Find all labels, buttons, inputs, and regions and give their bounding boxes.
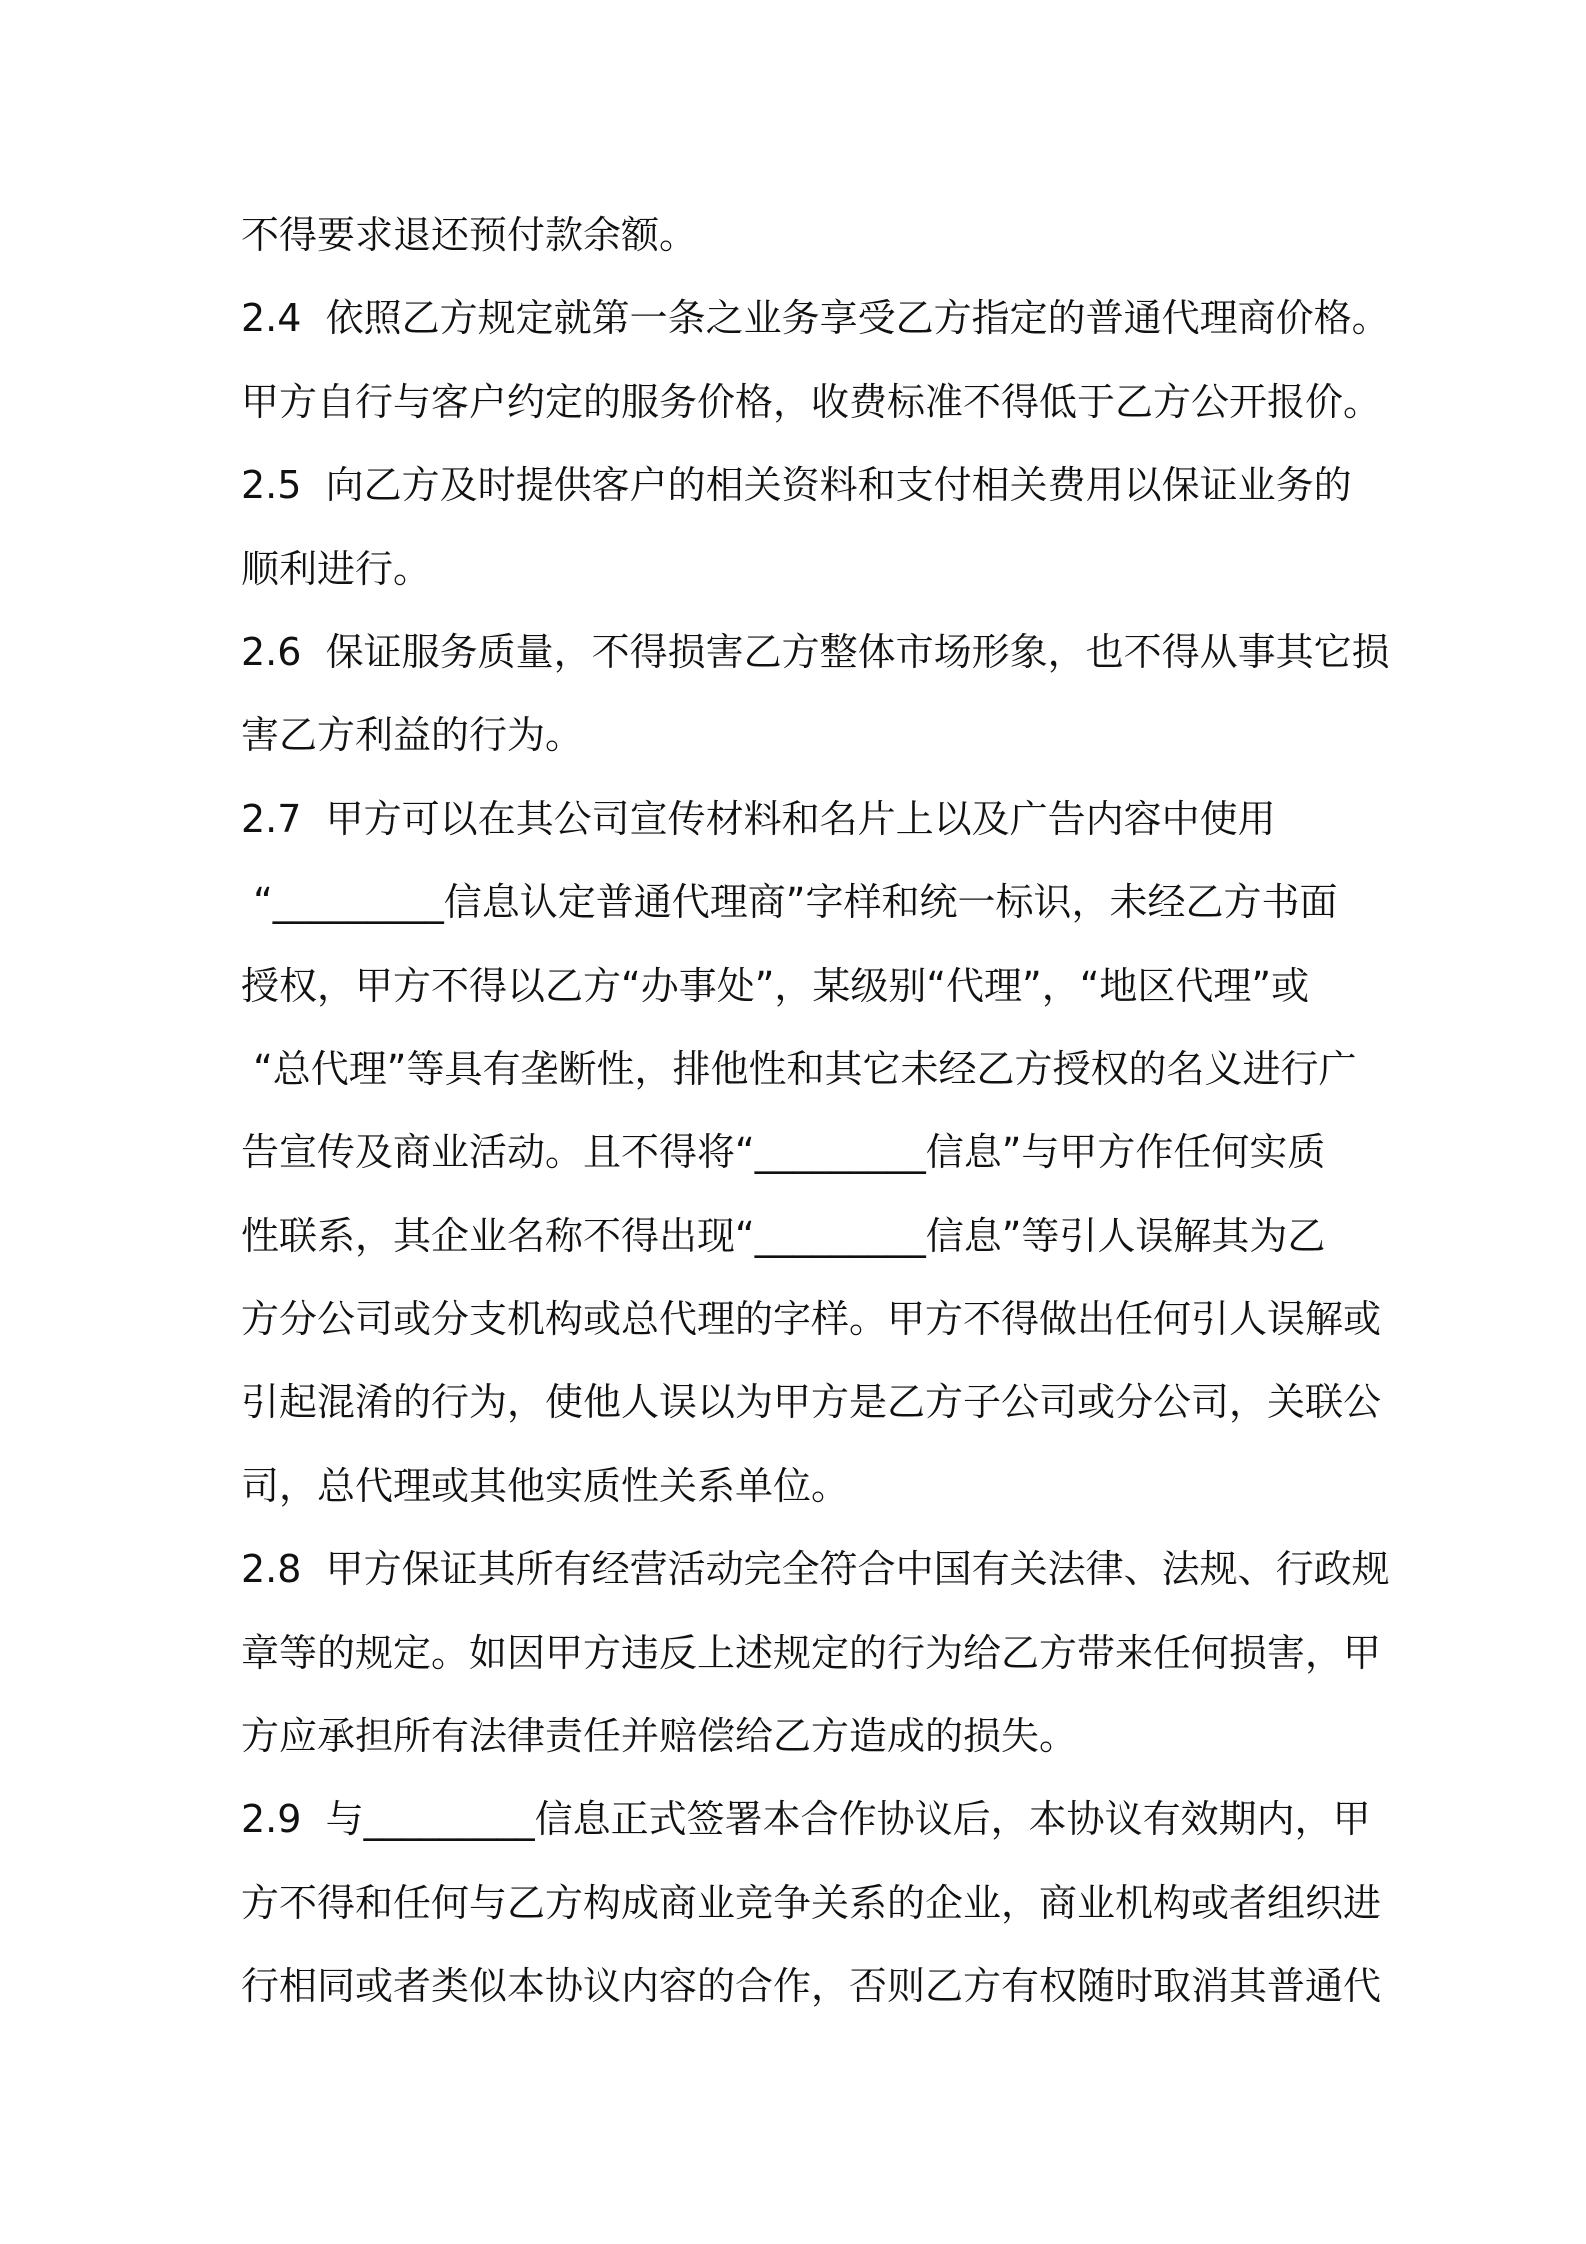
text-line: 顺利进行。 [241, 546, 432, 591]
text-line: 方应承担所有法律责任并赔偿给乙方造成的损失。 [241, 1714, 1078, 1759]
text-line: 甲方自行与客户约定的服务价格，收费标准不得低于乙方公开报价。 [241, 379, 1382, 424]
document-body [241, 194, 1390, 2029]
text-line: 不得要求退还预付款余额。 [241, 213, 698, 257]
text-line: 2.9 与_________信息正式签署本合作协议后，本协议有效期内，甲 [241, 1797, 1371, 1842]
text-line: 授权，甲方不得以乙方“办事处”，某级别“代理”，“地区代理”或 [241, 963, 1310, 1008]
text-line: 2.8 甲方保证其所有经营活动完全符合中国有关法律、法规、行政规 [241, 1547, 1390, 1592]
text-line: 性联系，其企业名称不得出现“_________信息”等引人误解其为乙 [241, 1213, 1326, 1258]
text-line: “总代理”等具有垄断性，排他性和其它未经乙方授权的名义进行广 [241, 1046, 1357, 1091]
text-line: 行相同或者类似本协议内容的合作，否则乙方有权随时取消其普通代 [241, 1964, 1382, 2009]
text-line: 2.5 向乙方及时提供客户的相关资料和支付相关费用以保证业务的 [241, 463, 1352, 508]
text-line: 2.7 甲方可以在其公司宣传材料和名片上以及广告内容中使用 [241, 796, 1276, 841]
text-line: 害乙方利益的行为。 [241, 713, 584, 758]
text-line: “_________信息认定普通代理商”字样和统一标识，未经乙方书面 [241, 880, 1338, 925]
text-line: 方不得和任何与乙方构成商业竞争关系的企业，商业机构或者组织进 [241, 1880, 1382, 1925]
text-line: 引起混淆的行为，使他人误以为甲方是乙方子公司或分公司，关联公 [241, 1380, 1382, 1425]
text-line: 告宣传及商业活动。且不得将“_________信息”与甲方作任何实质 [241, 1130, 1326, 1175]
text-line: 方分公司或分支机构或总代理的字样。甲方不得做出任何引人误解或 [241, 1297, 1382, 1342]
text-line: 章等的规定。如因甲方违反上述规定的行为给乙方带来任何损害，甲 [241, 1630, 1382, 1675]
text-line: 2.6 保证服务质量，不得损害乙方整体市场形象，也不得从事其它损 [241, 629, 1390, 674]
text-line: 2.4 依照乙方规定就第一条之业务享受乙方指定的普通代理商价格。 [241, 296, 1390, 341]
text-line: 司，总代理或其他实质性关系单位。 [241, 1463, 850, 1508]
